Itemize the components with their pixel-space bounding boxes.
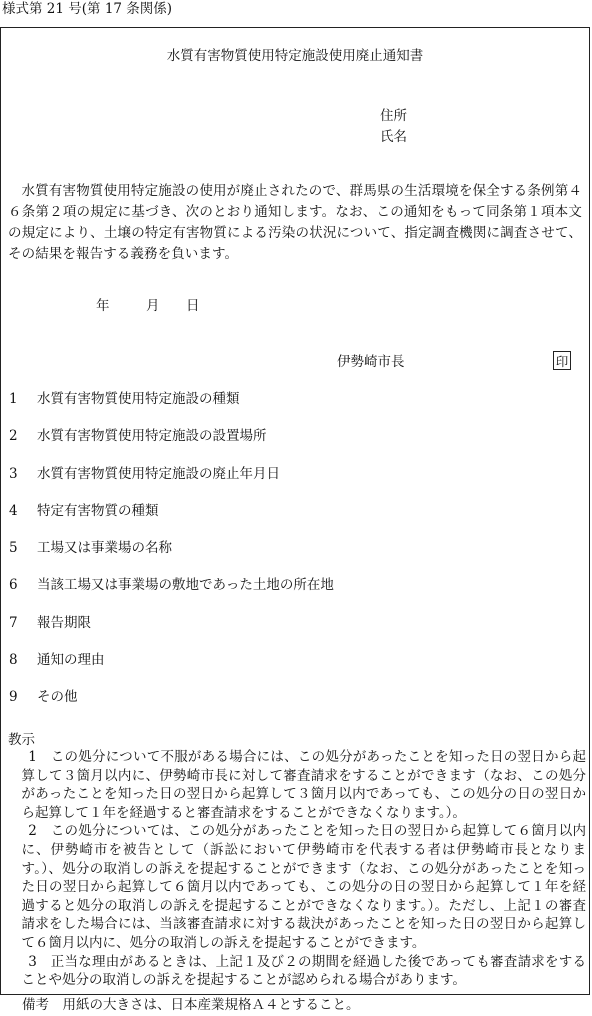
item-label: 特定有害物質の種類: [37, 502, 159, 519]
list-item: [9, 390, 334, 427]
notice-body: 水質有害物質使用特定施設の使用が廃止されたので、群馬県の生活環境を保全する条例第４６条第２項の規定に基づき、次のとおり通知します。なお、この通知をもって同条第１項本文の規定により、土壌の特定有害物質による汚染の状況について、指定調査機関に調査させて、その結果を報告する義務を負います。: [8, 183, 582, 262]
seal-mark: 印: [553, 351, 571, 370]
list-item: [9, 465, 334, 502]
item-list: [9, 390, 334, 726]
item-number: 9: [9, 689, 18, 706]
item-number: 6: [9, 577, 18, 594]
item-number: 7: [9, 614, 18, 631]
item-number: 5: [9, 540, 18, 557]
item-number: 4: [9, 502, 18, 519]
list-item: [9, 502, 334, 539]
item-label: 水質有害物質使用特定施設の種類: [37, 391, 240, 407]
form-number: 様式第 21 号(第 17 条関係): [2, 1, 173, 17]
item-label: 水質有害物質使用特定施設の設置場所: [37, 428, 267, 445]
item-label: 当該工場又は事業場の敷地であった土地の所在地: [37, 577, 334, 594]
date-day: 日: [186, 298, 200, 314]
list-item: [9, 614, 334, 651]
date-year: 年: [96, 298, 110, 314]
address-label: 住所: [380, 108, 407, 124]
item-number: 2: [9, 428, 18, 445]
instruction-paragraph: 3 正当な理由があるときは、上記１及び２の期間を経過した後であっても審査請求をすることや処分の取消しの訴えを提起することが認められる場合があります。: [21, 953, 586, 989]
list-item: [9, 688, 334, 725]
remarks-note: 備考 用紙の大きさは、日本産業規格Ａ４とすること。: [22, 997, 360, 1013]
issuer-name: 伊勢崎市長: [337, 354, 405, 370]
date-line: [96, 297, 200, 315]
name-label: 氏名: [380, 129, 407, 145]
list-item: [9, 576, 334, 613]
item-label: 通知の理由: [37, 652, 105, 669]
item-label: 工場又は事業場の名称: [37, 540, 172, 557]
item-number: 3: [9, 465, 18, 482]
instruction-heading: 教示: [8, 732, 35, 748]
list-item: [9, 427, 334, 464]
applicant-block: [380, 106, 407, 148]
item-number: 1: [9, 391, 18, 407]
item-label: 水質有害物質使用特定施設の廃止年月日: [37, 465, 280, 482]
document-title: 水質有害物質使用特定施設使用廃止通知書: [166, 48, 424, 64]
instruction-paragraph: 1 この処分について不服がある場合には、この処分があったことを知った日の翌日から起算して３箇月以内に、伊勢崎市長に対して審査請求をすることができます（なお、この処分があったことを知った日の翌日から起算して３箇月以内であっても、この処分の日の翌日から起算して１年を経過すると審査請求をすることができなくなります。）。: [21, 749, 586, 821]
list-item: [9, 651, 334, 688]
date-month: 月: [146, 298, 160, 314]
item-label: 報告期限: [37, 614, 91, 631]
instruction-block: [8, 748, 586, 990]
list-item: [9, 539, 334, 576]
instruction-paragraph: 2 この処分については、この処分があったことを知った日の翌日から起算して６箇月以内に、伊勢崎市を被告として（訴訟において伊勢崎市を代表する者は伊勢崎市長となります。）、処分の取消しの訴えを提起することができます（なお、この処分があったことを知った日の翌日から起算して６箇月以内であっても、この処分の日の翌日から起算して１年を経過すると処分の取消しの訴えを提起することができなくなります。）。ただし、上記１の審査請求をした場合には、当該審査請求に対する裁決があったことを知った日の翌日から起算して６箇月以内に、処分の取消しの訴えを提起することができます。: [21, 823, 586, 951]
item-number: 8: [9, 652, 18, 669]
item-label: その他: [37, 689, 78, 706]
